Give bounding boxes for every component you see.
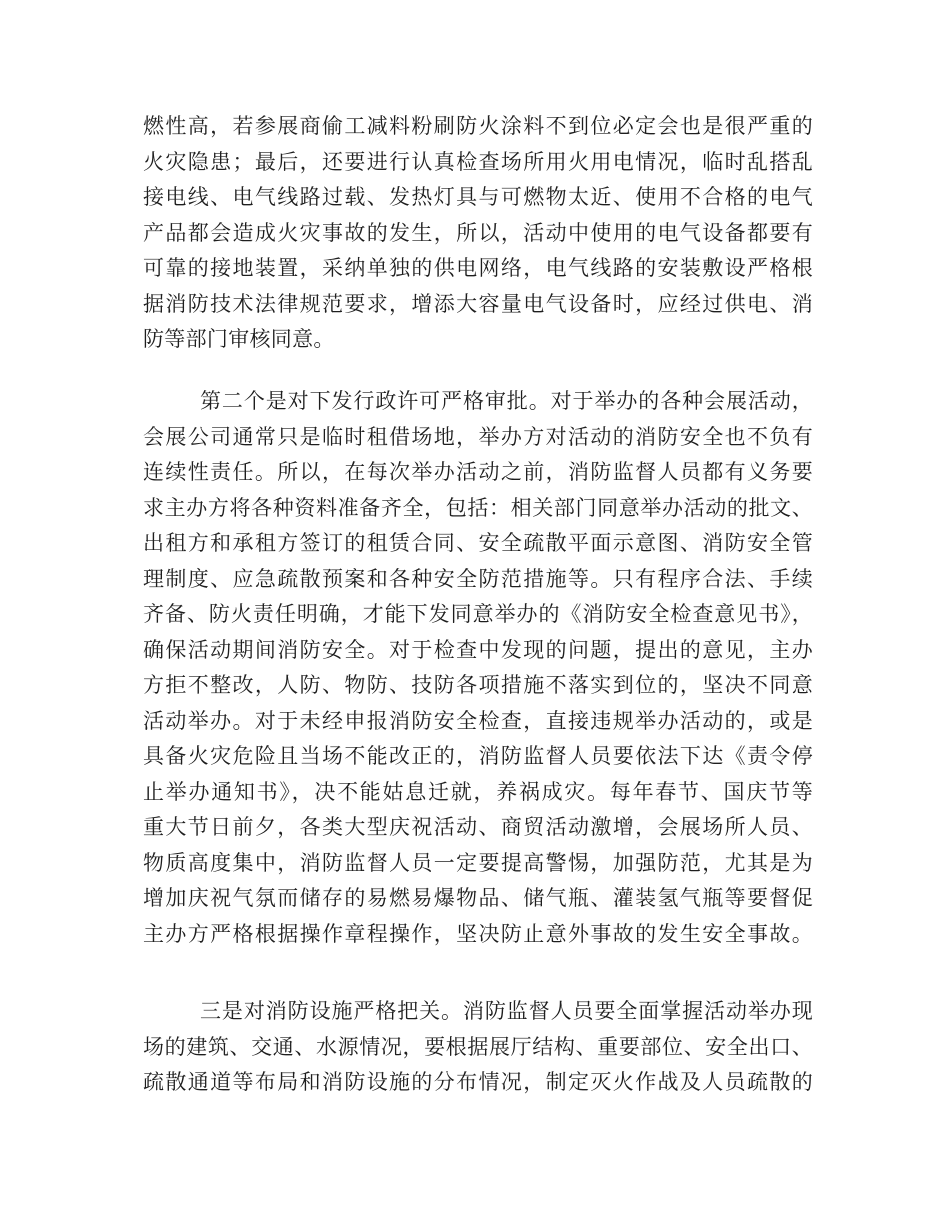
text-line: 据消防技术法律规范要求，增添大容量电气设备时，应经过供电、消: [143, 291, 813, 316]
text-line: 止举办通知书》，决不能姑息迁就，养祸成灾。每年春节、国庆节等: [143, 779, 813, 804]
paragraph-3: [143, 994, 813, 1101]
text-line: 确保活动期间消防安全。对于检查中发现的问题，提出的意见，主办: [143, 637, 813, 662]
text-line: 第二个是对下发行政许可严格审批。对于举办的各种会展活动，: [200, 389, 813, 413]
text-line: 火灾隐患；最后，还要进行认真检查场所用火用电情况，临时乱搭乱: [143, 149, 813, 174]
text-line: 防等部门审核同意。: [143, 327, 335, 351]
text-line: 会展公司通常只是临时租借场地，举办方对活动的消防安全也不负有: [143, 424, 813, 449]
text-line: 出租方和承租方签订的租赁合同、安全疏散平面示意图、消防安全管: [143, 531, 813, 555]
text-line: 主办方严格根据操作章程操作，坚决防止意外事故的发生安全事故。: [143, 921, 813, 946]
text-line: 疏散通道等布局和消防设施的分布情况，制定灭火作战及人员疏散的: [143, 1070, 813, 1094]
text-line: 重大节日前夕，各类大型庆祝活动、商贸活动激增，会展场所人员、: [143, 815, 813, 839]
text-line: 连续性责任。所以，在每次举办活动之前，消防监督人员都有义务要: [143, 460, 813, 484]
text-line: 活动举办。对于未经申报消防安全检查，直接违规举办活动的，或是: [143, 708, 813, 733]
paragraph-2: [143, 384, 813, 952]
text-line: 场的建筑、交通、水源情况，要根据展厅结构、重要部位、安全出口、: [143, 1034, 813, 1059]
text-line: 物质高度集中，消防监督人员一定要提高警惕，加强防范，尤其是为: [143, 850, 813, 875]
text-line: 燃性高，若参展商偷工减料粉刷防火涂料不到位必定会也是很严重的: [143, 114, 813, 138]
text-line: 理制度、应急疏散预案和各种安全防范措施等。只有程序合法、手续: [143, 566, 813, 591]
text-line: 增加庆祝气氛而储存的易燃易爆物品、储气瓶、灌装氢气瓶等要督促: [143, 886, 813, 910]
text-line: 接电线、电气线路过载、发热灯具与可燃物太近、使用不合格的电气: [143, 185, 813, 209]
text-line: 方拒不整改，人防、物防、技防各项措施不落实到位的，坚决不同意: [143, 673, 813, 697]
text-line: 产品都会造成火灾事故的发生，所以，活动中使用的电气设备都要有: [143, 220, 813, 245]
text-line: 可靠的接地装置，采纳单独的供电网络，电气线路的安装敷设严格根: [143, 256, 813, 280]
paragraph-1: [143, 109, 813, 358]
text-line: 齐备、防火责任明确，才能下发同意举办的《消防安全检查意见书》，: [143, 602, 813, 626]
text-line: 具备火灾危险且当场不能改正的，消防监督人员要依法下达《责令停: [143, 744, 813, 768]
text-line: 求主办方将各种资料准备齐全，包括：相关部门同意举办活动的批文、: [143, 495, 813, 520]
text-line: 三是对消防设施严格把关。消防监督人员要全面掌握活动举办现: [200, 999, 813, 1023]
